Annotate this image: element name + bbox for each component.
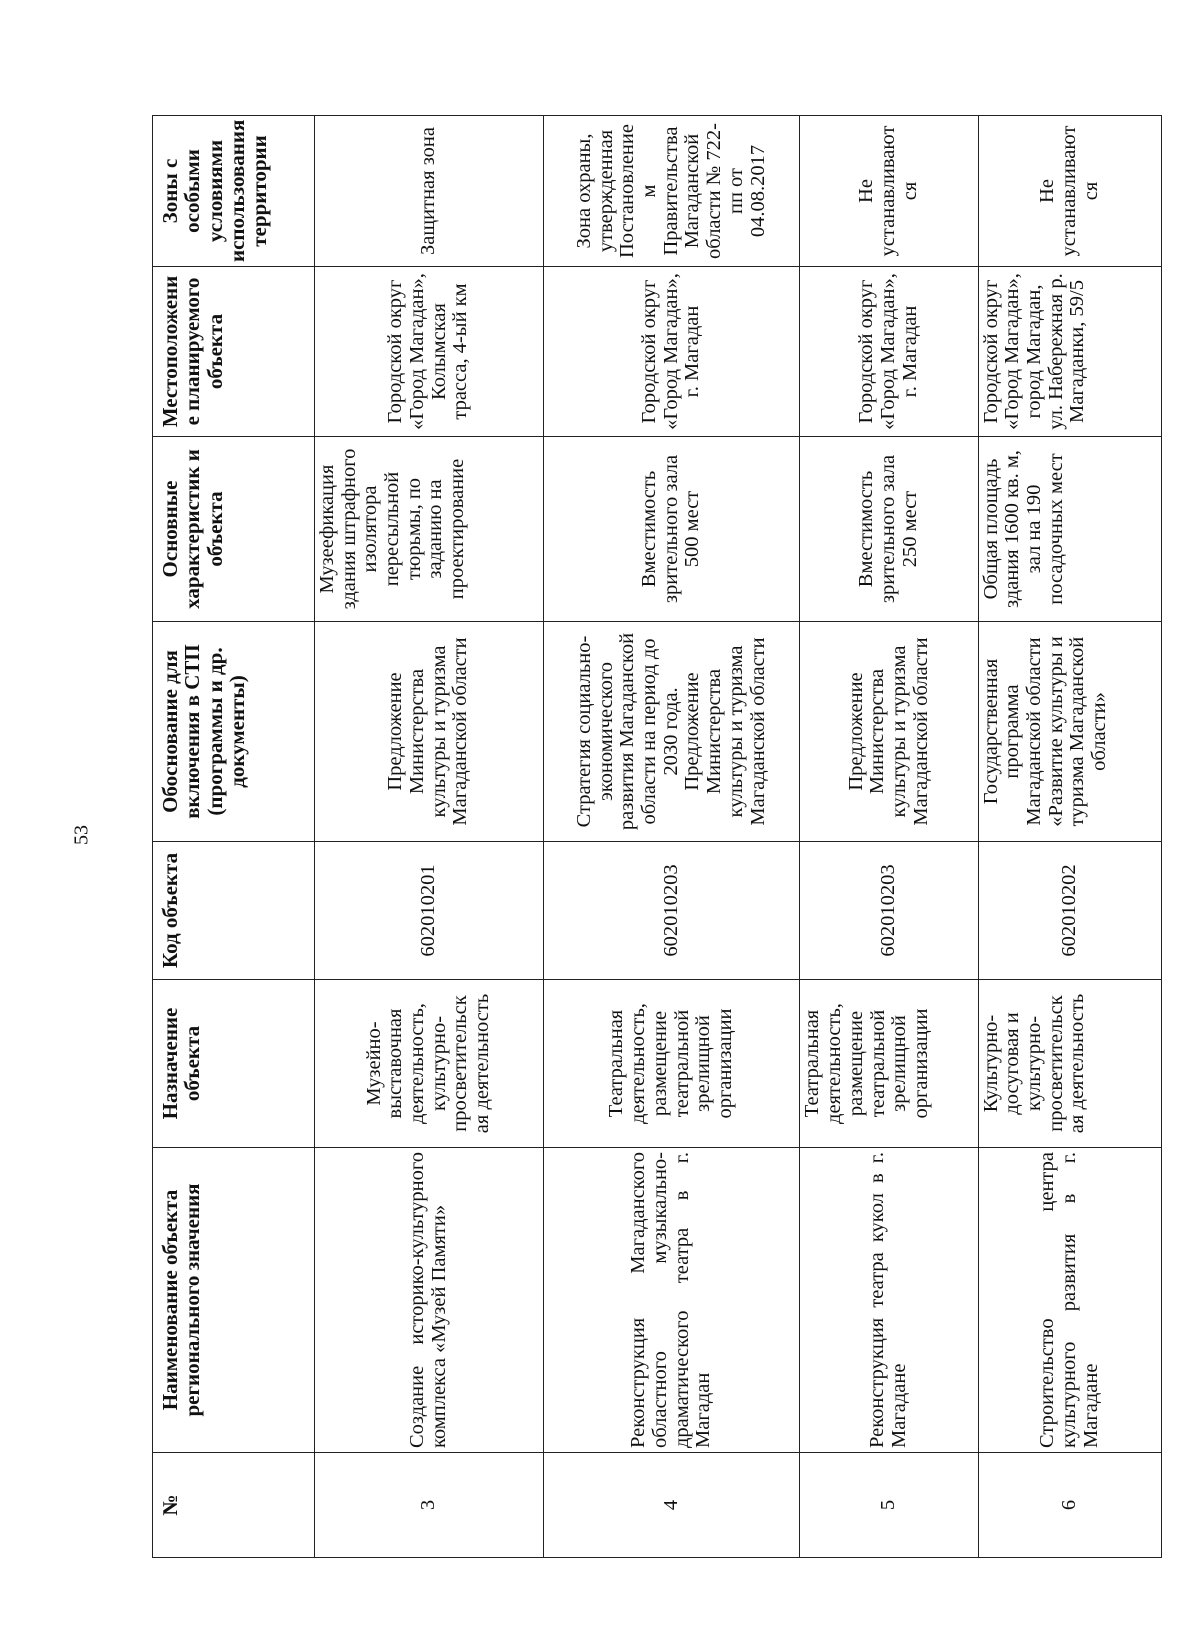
object-characteristics: Вместимость зрительного зала 500 мест [543, 437, 800, 622]
header-basis: Обоснование для включения в СТП (программы и др. документы) [153, 622, 315, 842]
object-location: Городской округ «Город Магадан», город Магадан, ул. Набережная р. Магаданки, 59/5 [978, 267, 1162, 437]
object-basis: Государственная программа Магаданской области «Развитие культуры и туризма Магаданской области» [978, 622, 1162, 842]
object-name: Строительство центра культурного развития в г. Магадане [978, 1148, 1162, 1453]
row-number: 3 [314, 1453, 543, 1558]
table-row [543, 116, 800, 1558]
table-header-row [153, 116, 315, 1558]
object-characteristics: Общая площадь здания 1600 кв. м, зал на 190 посадочных мест [978, 437, 1162, 622]
object-name: Реконструкция Магаданского областного музыкально-драматического театра в г. Магадан [543, 1148, 800, 1453]
object-characteristics: Вместимость зрительного зала 250 мест [800, 437, 978, 622]
object-code: 602010201 [314, 842, 543, 980]
objects-table-container [152, 116, 1162, 1558]
object-zones: Не устанавливают ся [978, 116, 1162, 267]
row-number: 5 [800, 1453, 978, 1558]
header-name: Наименование объекта регионального значения [153, 1148, 315, 1453]
object-basis: Предложение Министерства культуры и туризма Магаданской области [314, 622, 543, 842]
row-number: 6 [978, 1453, 1162, 1558]
object-name: Реконструкция театра кукол в г. Магадане [800, 1148, 978, 1453]
object-code: 602010203 [800, 842, 978, 980]
object-zones: Защитная зона [314, 116, 543, 267]
regional-objects-table [152, 115, 1162, 1558]
object-code: 602010203 [543, 842, 800, 980]
table-row [978, 116, 1162, 1558]
object-purpose: Театральная деятельность, размещение театральной зрелищной организации [543, 980, 800, 1148]
table-row [314, 116, 543, 1558]
object-zones: Зона охраны, утвержденная Постановление м Правительства Магаданской области № 722-пп от 04.08.2017 [543, 116, 800, 267]
object-purpose: Культурно-досуговая и культурно-просветительск ая деятельность [978, 980, 1162, 1148]
header-code: Код объекта [153, 842, 315, 980]
page-number: 53 [70, 825, 93, 845]
object-characteristics: Музеефикация здания штрафного изолятора пересыльной тюрьмы, по заданию на проектирование [314, 437, 543, 622]
object-zones: Не устанавливают ся [800, 116, 978, 267]
row-number: 4 [543, 1453, 800, 1558]
object-purpose: Театральная деятельность, размещение театральной зрелищной организации [800, 980, 978, 1148]
header-characteristics: Основные характеристик и объекта [153, 437, 315, 622]
object-basis: Стратегия социально-экономического развития Магаданской области на период до 2030 года. Предложение Министерства культуры и туризма Магаданской области [543, 622, 800, 842]
object-basis: Предложение Министерства культуры и туризма Магаданской области [800, 622, 978, 842]
object-location: Городской округ «Город Магадан», г. Магадан [800, 267, 978, 437]
header-location: Местоположени е планируемого объекта [153, 267, 315, 437]
object-location: Городской округ «Город Магадан», Колымская трасса, 4-ый км [314, 267, 543, 437]
header-purpose: Назначение объекта [153, 980, 315, 1148]
table-row [800, 116, 978, 1558]
object-purpose: Музейно-выставочная деятельность, культурно-просветительск ая деятельность [314, 980, 543, 1148]
header-number: № [153, 1453, 315, 1558]
object-code: 602010202 [978, 842, 1162, 980]
object-name: Создание историко-культурного комплекса «Музей Памяти» [314, 1148, 543, 1453]
object-location: Городской округ «Город Магадан», г. Магадан [543, 267, 800, 437]
header-zones: Зоны с особыми условиями использования территории [153, 116, 315, 267]
